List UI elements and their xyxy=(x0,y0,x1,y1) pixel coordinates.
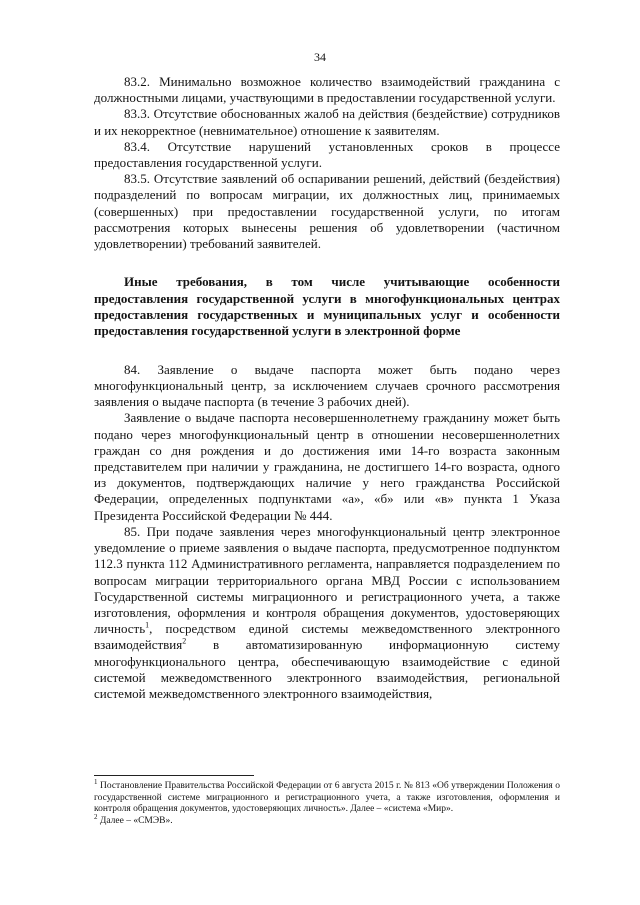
footnote-divider xyxy=(94,775,254,776)
section-heading: Иные требования, в том числе учитывающие особенности предоставления государственной услуги в многофункциональных центрах предоставления государственных и муниципальных услуг и особенности предоставления государственной услуги в электронной форме xyxy=(94,274,560,339)
paragraph-83-4: 83.4. Отсутствие нарушений установленных сроков в процессе предоставления государственной услуги. xyxy=(94,138,560,171)
paragraph-84-minors: Заявление о выдаче паспорта несовершеннолетнему гражданину может быть подано через многофункциональный центр в отношении несовершеннолетних граждан со дня рождения и до достижения ими 14-го возраста законным представителем при наличии у гражданина, не достигшего 14-го возраста, одного из документов, подтверждающих наличие у него гражданства Российской Федерации, определенных подпунктами «а», «б» или «в» пункта 1 Указа Президента Российской Федерации № 444. xyxy=(94,410,560,523)
paragraph-83-5: 83.5. Отсутствие заявлений об оспаривании решений, действий (бездействия) подразделений по вопросам миграции, их должностных лиц, принимаемых (совершенных) при предоставлении государственной услуги, по итогам рассмотрения которых вынесены решения об удовлетворении (частичном удовлетворении) требований заявителей. xyxy=(94,171,560,252)
paragraph-85 xyxy=(94,524,560,702)
footnotes xyxy=(94,775,560,827)
paragraph-85-part3: в автоматизированную информационную систему многофункционального центра, обеспечивающую взаимодействие с единой системой межведомственного электронного взаимодействия, региональной системой межведомственного электронного взаимодействия, xyxy=(94,637,560,701)
footnote-ref-2[interactable]: 2 xyxy=(182,636,187,646)
footnote-text-2: Далее – «СМЭВ». xyxy=(97,815,173,826)
paragraph-84: 84. Заявление о выдаче паспорта может быть подано через многофункциональный центр, за исключением случаев срочного рассмотрения заявления о выдаче паспорта (в течение 3 рабочих дней). xyxy=(94,361,560,410)
footnote-text-1: Постановление Правительства Российской Федерации от 6 августа 2015 г. № 813 «Об утверждении Положения о государственной системе миграционного и регистрационного учета, а также изготовления, оформления и контроля обращения документов, удостоверяющих личность». Далее – «система «Мир». xyxy=(94,781,560,815)
paragraph-85-part1: 85. При подаче заявления через многофункциональный центр электронное уведомление о приеме заявления о выдаче паспорта, предусмотренное подпунктом 112.3 пункта 112 Административного регламента, направляется подразделением по вопросам миграции территориального органа МВД России с использованием Государственной системы миграционного и регистрационного учета, а также изготовления, оформления и контроля обращения документов, удостоверяющих личность xyxy=(94,523,560,637)
paragraph-83-2: 83.2. Минимально возможное количество взаимодействий гражданина с должностными лицами, участвующими в предоставлении государственной услуги. xyxy=(94,74,560,106)
footnote-mark-2: 2 xyxy=(94,812,98,821)
footnote-mark-1: 1 xyxy=(94,777,98,786)
page-number: 34 xyxy=(314,50,326,64)
footnote-1 xyxy=(94,777,560,816)
document-body xyxy=(94,74,560,702)
footnote-2 xyxy=(94,812,560,828)
footnote-ref-1[interactable]: 1 xyxy=(145,620,150,630)
paragraph-83-3: 83.3. Отсутствие обоснованных жалоб на действия (бездействие) сотрудников и их некорректное (невнимательное) отношение к заявителям. xyxy=(94,106,560,138)
paragraph-85-part2: , посредством единой системы межведомственного электронного взаимодействия xyxy=(94,621,560,653)
